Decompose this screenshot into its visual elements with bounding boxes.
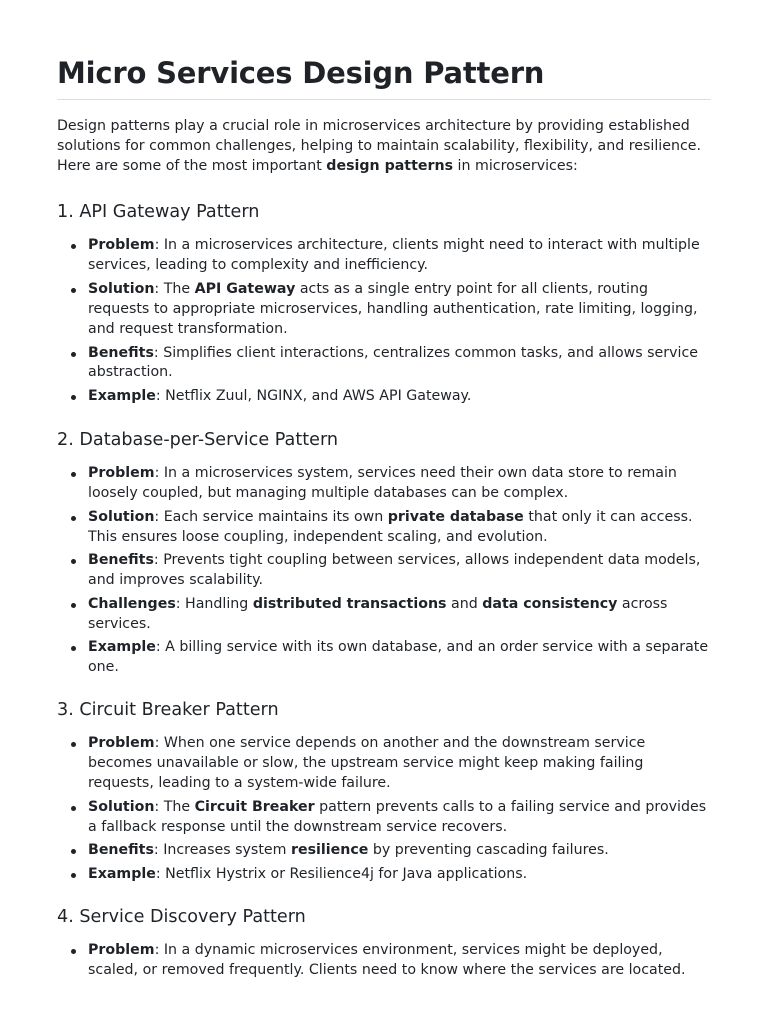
list-item [57,865,711,885]
list-item [57,508,711,548]
item-label: Benefits [88,552,154,569]
item-bold: resilience [290,842,369,859]
list-item [57,387,711,407]
item-text: acts as a single entry point for all clients, routing requests to appropriate microservices, handling authentication, rate limiting, logging, and request transformation. [88,281,698,337]
item-text: : In a microservices architecture, clients might need to interact with multiple services, leading to complexity and inefficiency. [88,237,700,274]
intro-paragraph [57,117,711,176]
list-item [57,941,711,981]
item-text: : In a dynamic microservices environment, services might be deployed, scaled, or removed frequently. Clients need to know where the services are located. [88,942,686,978]
item-text: : Prevents tight coupling between services, allows independent data models, and improves scalability. [88,552,701,589]
item-label: Problem [88,942,155,959]
item-label: Solution [88,508,155,525]
bullet-list [57,464,711,678]
list-item [57,734,711,794]
item-bold: data consistency [482,595,618,612]
item-bold: Circuit Breaker [194,798,315,815]
item-text: by preventing cascading failures. [368,842,609,859]
list-item [57,841,711,861]
intro-text: Design patterns play a crucial role in microservices architecture by providing established solutions for common challenges, helping to maintain scalability, flexibility, and resilience. Here are some of the most important [57,118,701,174]
item-text: and [446,595,483,612]
list-item [57,595,711,635]
list-item [57,344,711,384]
item-label: Example [88,866,156,883]
item-text: : The [154,281,195,297]
item-text: : Handling [175,595,253,612]
intro-text-end: in microservices: [453,157,578,174]
item-text: : In a microservices system, services need their own data store to remain loosely coupled, but managing multiple databases can be complex. [88,465,677,501]
list-item [57,280,711,340]
section-heading-api-gateway: 1. API Gateway Pattern [57,202,260,223]
item-text: : When one service depends on another and the downstream service becomes unavailable or slow, the upstream service might keep making failing requests, leading to a system-wide failure. [88,735,646,792]
item-label: Problem [88,237,155,254]
bullet-list [57,734,711,885]
item-text: : A billing service with its own database, and an order service with a separate one. [88,639,709,676]
list-item [57,551,711,591]
list-item [57,464,711,504]
bullet-list [57,941,711,981]
item-bold: API Gateway [194,281,296,297]
item-label: Example [88,639,156,656]
item-text: : Netflix Hystrix or Resilience4j for Java applications. [155,866,528,883]
item-text: pattern prevents calls to a failing service and provides a fallback response until the downstream service recovers. [88,798,707,835]
item-label: Solution [88,281,155,297]
item-bold: distributed transactions [252,595,447,612]
item-label: Challenges [88,595,176,612]
bullet-list [57,236,711,407]
item-text: : The [154,798,195,815]
item-label: Solution [88,798,155,815]
item-label: Example [88,388,156,405]
item-text: that only it can access. This ensures loose coupling, independent scaling, and evolution. [88,508,693,545]
item-label: Benefits [88,344,154,361]
item-text: : Each service maintains its own [154,508,388,525]
item-label: Problem [88,735,155,752]
section-heading-database-per-service: 2. Database-per-Service Pattern [57,430,339,451]
list-item [57,798,711,838]
item-bold: private database [387,508,524,525]
page-title: Micro Services Design Pattern [57,56,545,90]
item-text: : Simplifies client interactions, centralizes common tasks, and allows service abstraction. [88,344,698,381]
intro-bold: design patterns [326,157,454,174]
item-text: : Increases system [153,842,291,859]
item-text: : Netflix Zuul, NGINX, and AWS API Gateway. [155,388,472,405]
title-divider [57,99,711,100]
section-heading-circuit-breaker: 3. Circuit Breaker Pattern [57,700,279,721]
list-item [57,236,711,276]
section-heading-service-discovery: 4. Service Discovery Pattern [57,907,306,928]
item-label: Benefits [88,842,154,859]
list-item [57,638,711,678]
item-text: across services. [88,595,668,632]
item-label: Problem [88,465,155,482]
